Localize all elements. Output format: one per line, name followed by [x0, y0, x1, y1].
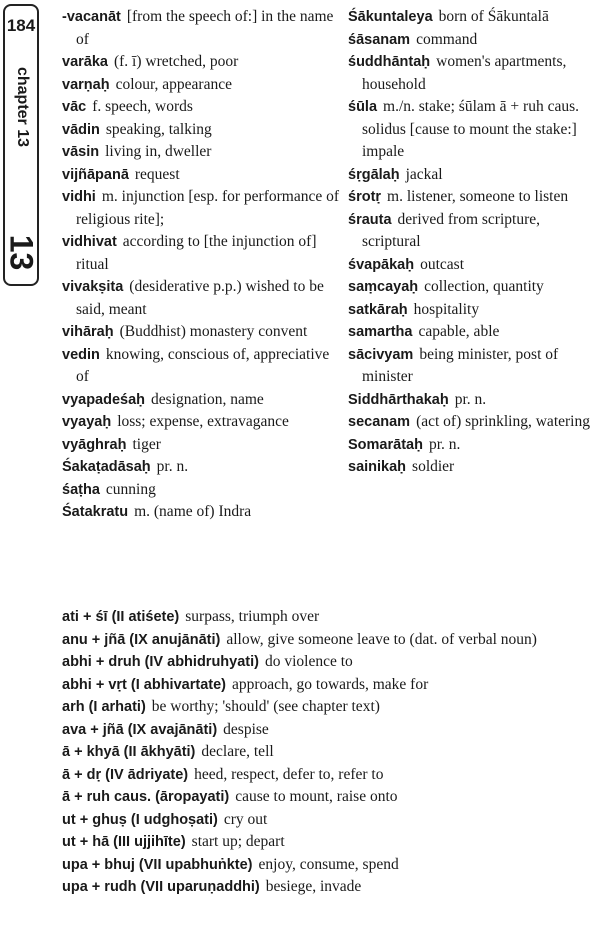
entry	[62, 6, 342, 51]
entry-headword: saṃcayaḥ	[348, 279, 419, 295]
entry-headword: ut + ghuṣ (I udghoṣati)	[62, 811, 218, 828]
entry-definition: command	[416, 30, 478, 48]
entry-headword: Somarātaḥ	[348, 436, 423, 453]
entry-definition: hospitality	[413, 300, 480, 318]
entry	[62, 119, 342, 142]
entry	[62, 389, 342, 412]
entry-definition: cry out	[223, 810, 268, 828]
entry-definition: pr. n.	[156, 458, 189, 475]
entry-headword: secanam	[348, 414, 411, 430]
entry-headword: śrauta	[348, 211, 392, 228]
entry-headword: vyapadeśaḥ	[62, 391, 146, 408]
entry	[62, 51, 342, 74]
entry-definition: designation, name	[151, 390, 264, 408]
entry-headword: ava + jñā (IX avajānāti)	[62, 721, 218, 738]
entry-headword: vivakṣita	[62, 279, 124, 295]
entry	[348, 164, 596, 187]
entry-headword: Siddhārthakaḥ	[348, 391, 449, 408]
entry-definition: m./n. stake; śūlam ā + ruh caus. solidus [cause to mount the stake:] impale	[362, 98, 580, 160]
entry-headword: vidhi	[62, 189, 96, 205]
entry-headword: Śakaṭadāsaḥ	[62, 459, 151, 475]
entry-headword: varṇaḥ	[62, 76, 110, 93]
entry-headword: śuddhāntaḥ	[348, 54, 431, 70]
vocabulary-right-column	[348, 6, 596, 479]
entry	[62, 479, 342, 502]
entry-headword: upa + rudh (VII uparuṇaddhi)	[62, 879, 260, 895]
entry	[62, 276, 342, 321]
vocabulary-left-column	[62, 6, 342, 524]
entry-headword: sācivyam	[348, 346, 414, 363]
entry	[348, 456, 596, 479]
entry	[348, 434, 596, 457]
entry-definition: m. (name of) Indra	[134, 503, 252, 520]
entry-headword: vihāraḥ	[62, 324, 114, 340]
entry-headword: vyayaḥ	[62, 414, 112, 430]
entry-definition: being minister, post of minister	[362, 345, 559, 385]
entry-headword: satkāraḥ	[348, 301, 408, 318]
entry-definition: f. speech, words	[92, 98, 193, 115]
entry	[62, 696, 594, 719]
entry-definition: surpass, triumph over	[185, 608, 320, 625]
entry	[348, 389, 596, 412]
entry-definition: cunning	[105, 480, 156, 498]
entry	[62, 741, 594, 764]
entry	[62, 501, 342, 524]
entry	[62, 231, 342, 276]
entry	[62, 831, 594, 854]
entry-definition: do violence to	[264, 653, 353, 670]
entry-definition: enjoy, consume, spend	[258, 855, 399, 873]
entry	[62, 186, 342, 231]
entry-headword: ut + hā (III ujjihīte)	[62, 834, 186, 850]
entry-headword: abhi + druh (IV abhidruhyati)	[62, 654, 259, 670]
entry	[62, 674, 594, 697]
entry-definition: derived from scripture, scriptural	[362, 210, 540, 250]
entry	[62, 321, 342, 344]
entry-definition: m. injunction [esp. for performance of religious rite];	[76, 188, 339, 228]
entry-definition: pr. n.	[454, 390, 487, 408]
entry	[348, 321, 596, 344]
entry	[348, 29, 596, 52]
chapter-label: chapter 13	[14, 66, 31, 148]
entry-headword: vāc	[62, 99, 87, 115]
entry-headword: śṛgālaḥ	[348, 166, 400, 183]
entry-definition: (Buddhist) monastery convent	[119, 323, 308, 340]
entry-definition: outcast	[420, 255, 465, 273]
entry	[62, 786, 594, 809]
entry-headword: vidhivat	[62, 234, 117, 250]
entry	[62, 809, 594, 832]
entry-definition: besiege, invade	[265, 878, 362, 895]
entry-headword: -vacanāt	[62, 9, 121, 25]
entry-definition: living in, dweller	[105, 143, 212, 160]
entry	[62, 606, 594, 629]
entry-headword: śrotṛ	[348, 189, 382, 205]
entry-headword: vedin	[62, 346, 100, 363]
entry	[348, 254, 596, 277]
entry	[62, 74, 342, 97]
entry	[62, 411, 342, 434]
entry-headword: vāsin	[62, 144, 100, 160]
entry-headword: Śatakratu	[62, 504, 129, 520]
entry-headword: vādin	[62, 121, 100, 138]
entry-definition: despise	[223, 720, 269, 738]
entry-headword: śāsanam	[348, 31, 411, 48]
entry-headword: ati + śī (II atiśete)	[62, 609, 180, 625]
entry-definition: (act of) sprinkling, watering	[416, 413, 590, 430]
entry	[348, 6, 596, 29]
entry-definition: speaking, talking	[105, 120, 212, 138]
entry	[348, 344, 596, 389]
entry-definition: women's apartments, household	[362, 53, 567, 93]
entry-definition: approach, go towards, make for	[231, 675, 429, 693]
entry-definition: allow, give someone leave to (dat. of verbal noun)	[226, 630, 537, 648]
entry	[348, 299, 596, 322]
entry-headword: vyāghraḥ	[62, 436, 127, 453]
entry-headword: ā + ruh caus. (āropayati)	[62, 789, 230, 805]
entry	[348, 411, 596, 434]
entry	[62, 629, 594, 652]
verb-list	[62, 606, 594, 899]
entry-definition: (desiderative p.p.) wished to be said, meant	[76, 278, 324, 318]
entry-definition: m. listener, someone to listen	[387, 188, 569, 205]
entry	[348, 51, 596, 96]
entry-headword: samartha	[348, 324, 413, 340]
entry-definition: according to [the injunction of] ritual	[76, 233, 317, 273]
entry-headword: abhi + vṛt (I abhivartate)	[62, 676, 226, 693]
entry-definition: [from the speech of:] in the name of	[76, 8, 334, 48]
entry	[62, 164, 342, 187]
entry-definition: born of Śākuntalā	[438, 8, 549, 25]
entry	[348, 276, 596, 299]
entry-definition: declare, tell	[201, 743, 274, 760]
page-number: 184	[6, 16, 36, 35]
entry-definition: heed, respect, defer to, refer to	[194, 765, 384, 783]
entry-definition: loss; expense, extravagance	[117, 413, 289, 430]
entry	[62, 764, 594, 787]
entry	[62, 96, 342, 119]
entry	[62, 651, 594, 674]
entry-definition: (f. ī) wretched, poor	[113, 53, 239, 70]
entry	[62, 434, 342, 457]
entry-definition: request	[134, 165, 180, 183]
entry-headword: śūla	[348, 99, 378, 115]
entry-headword: Śākuntaleya	[348, 9, 433, 25]
entry	[348, 209, 596, 254]
entry-definition: soldier	[412, 458, 455, 475]
entry-definition: colour, appearance	[115, 75, 232, 93]
entry	[62, 876, 594, 899]
entry-definition: start up; depart	[191, 833, 285, 850]
entry-headword: śvapākaḥ	[348, 256, 415, 273]
chapter-number: 13	[3, 234, 40, 271]
entry	[62, 719, 594, 742]
entry-definition: knowing, conscious of, appreciative of	[76, 345, 330, 385]
entry-definition: jackal	[405, 165, 443, 183]
entry	[62, 141, 342, 164]
entry-headword: upa + bhuj (VII upabhuṅkte)	[62, 856, 253, 873]
entry	[62, 456, 342, 479]
entry-headword: ā + khyā (II ākhyāti)	[62, 744, 196, 760]
entry-headword: varāka	[62, 54, 108, 70]
entry-headword: sainikaḥ	[348, 459, 407, 475]
entry-definition: collection, quantity	[424, 278, 544, 295]
entry-headword: śaṭha	[62, 481, 100, 498]
entry-definition: pr. n.	[428, 435, 461, 453]
chapter-side-tab	[3, 4, 39, 286]
entry-definition: capable, able	[418, 323, 500, 340]
entry	[348, 186, 596, 209]
entry-headword: vijñāpanā	[62, 166, 129, 183]
entry	[348, 96, 596, 164]
entry-headword: anu + jñā (IX anujānāti)	[62, 631, 221, 648]
entry-headword: ā + dṛ (IV ādriyate)	[62, 766, 189, 783]
entry	[62, 344, 342, 389]
entry-definition: tiger	[132, 435, 161, 453]
entry-headword: arh (I arhati)	[62, 699, 146, 715]
entry-definition: be worthy; 'should' (see chapter text)	[151, 698, 380, 715]
entry-definition: cause to mount, raise onto	[235, 788, 398, 805]
entry	[62, 854, 594, 877]
